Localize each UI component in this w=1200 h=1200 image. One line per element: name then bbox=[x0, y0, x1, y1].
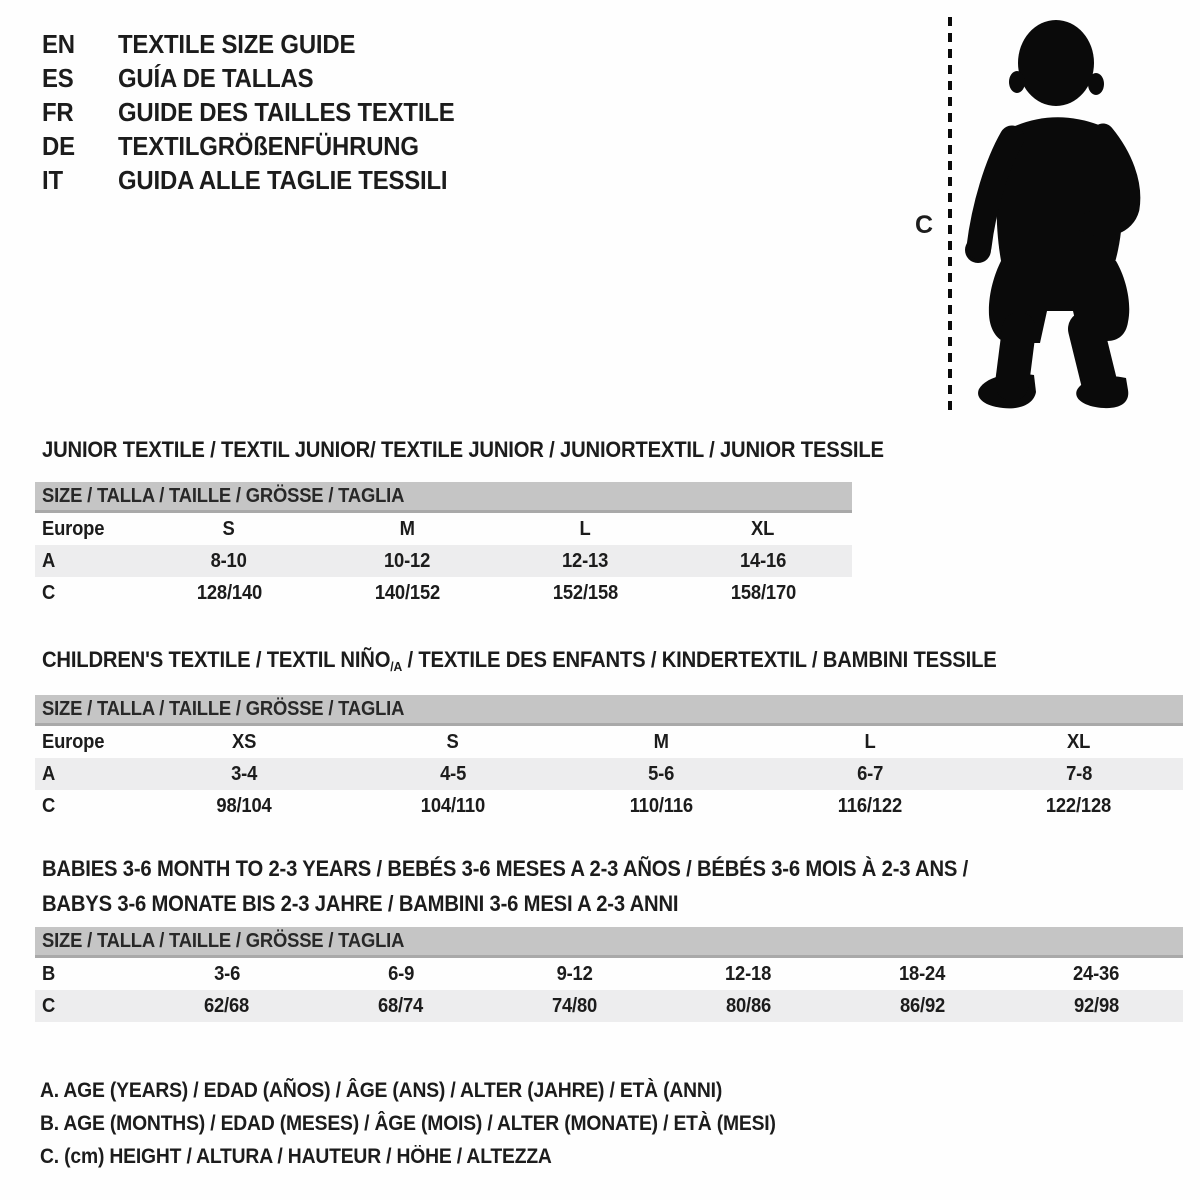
size-cell bbox=[674, 582, 852, 605]
language-row bbox=[42, 163, 484, 197]
legend-line-b: B. AGE (MONTHS) / EDAD (MESES) / ÂGE (MOIS) / ALTER (MONATE) / ETÀ (MESI) bbox=[40, 1111, 776, 1135]
size-table bbox=[35, 927, 1183, 1022]
title-text: BABYS 3-6 MONATE BIS 2-3 JAHRE / BAMBINI 3-6 MESI A 2-3 ANNI bbox=[42, 891, 679, 916]
size-cell-text: 24-36 bbox=[1072, 962, 1120, 985]
measure-legend bbox=[40, 1074, 840, 1173]
title-text: /A bbox=[390, 658, 403, 674]
size-cell bbox=[140, 550, 318, 573]
size-cell bbox=[1009, 963, 1183, 986]
size-table bbox=[35, 695, 1183, 822]
size-cell bbox=[314, 963, 488, 986]
size-cell-text: 7-8 bbox=[1065, 762, 1092, 785]
size-cell bbox=[557, 795, 766, 818]
row-label-text: A bbox=[42, 549, 56, 572]
legend-line-c: C. (cm) HEIGHT / ALTURA / HAUTEUR / HÖHE / ALTEZZA bbox=[40, 1144, 552, 1168]
row-label-text: C bbox=[42, 994, 56, 1017]
section-title-line bbox=[42, 432, 884, 467]
size-cell bbox=[661, 963, 835, 986]
size-cell-text: 8-10 bbox=[210, 549, 248, 572]
title-text: CHILDREN'S TEXTILE / TEXTIL NIÑO bbox=[42, 647, 391, 672]
size-cell bbox=[140, 763, 349, 786]
row-label bbox=[35, 995, 140, 1018]
size-cell bbox=[766, 795, 975, 818]
guide-title: GUIDA ALLE TAGLIE TESSILI bbox=[118, 164, 448, 195]
size-cell bbox=[349, 763, 558, 786]
size-cell-text: 4-5 bbox=[439, 762, 466, 785]
size-cell-text: 98/104 bbox=[216, 794, 272, 817]
row-label bbox=[35, 518, 140, 541]
table-row bbox=[35, 790, 1183, 822]
row-label bbox=[35, 963, 140, 986]
size-cell-text: 12-18 bbox=[725, 962, 772, 985]
size-header-text: SIZE / TALLA / TAILLE / GRÖSSE / TAGLIA bbox=[42, 929, 405, 952]
size-cell bbox=[318, 518, 496, 541]
table-row bbox=[35, 758, 1183, 790]
size-cell-text: 5-6 bbox=[648, 762, 675, 785]
size-cell bbox=[974, 731, 1183, 754]
size-cell bbox=[318, 582, 496, 605]
language-code: IT bbox=[42, 164, 63, 195]
size-cell bbox=[140, 795, 349, 818]
size-cell-text: XS bbox=[232, 730, 257, 753]
table-row bbox=[35, 513, 852, 545]
size-cell bbox=[1009, 995, 1183, 1018]
row-label bbox=[35, 763, 140, 786]
size-cell-text: 68/74 bbox=[378, 994, 424, 1017]
table-row bbox=[35, 726, 1183, 758]
row-label-text: Europe bbox=[42, 730, 105, 753]
language-code: ES bbox=[42, 62, 74, 93]
size-header-band bbox=[35, 695, 1183, 726]
size-cell bbox=[140, 995, 314, 1018]
section-title-line bbox=[42, 642, 1092, 680]
size-cell-text: XL bbox=[751, 517, 775, 540]
size-cell bbox=[974, 795, 1183, 818]
row-label bbox=[35, 795, 140, 818]
size-cell bbox=[661, 995, 835, 1018]
row-label-text: Europe bbox=[42, 517, 105, 540]
size-cell-text: S bbox=[446, 730, 459, 753]
title-text: JUNIOR TEXTILE / TEXTIL JUNIOR/ TEXTILE JUNIOR / JUNIORTEXTIL / JUNIOR TESSILE bbox=[42, 437, 884, 462]
size-cell-text: 6-9 bbox=[387, 962, 414, 985]
row-label-text: B bbox=[42, 962, 56, 985]
size-cell bbox=[766, 731, 975, 754]
table-row bbox=[35, 577, 852, 609]
section-title bbox=[42, 642, 1183, 680]
size-cell-text: 14-16 bbox=[739, 549, 787, 572]
size-cell bbox=[496, 550, 674, 573]
size-cell-text: 9-12 bbox=[556, 962, 593, 985]
size-cell bbox=[314, 995, 488, 1018]
language-code: EN bbox=[42, 28, 75, 59]
section-title bbox=[42, 851, 1183, 921]
size-cell-text: L bbox=[579, 517, 591, 540]
size-cell bbox=[557, 731, 766, 754]
size-cell-text: 80/86 bbox=[725, 994, 771, 1017]
size-cell bbox=[140, 963, 314, 986]
title-text: / TEXTILE DES ENFANTS / KINDERTEXTIL / BAMBINI TESSILE bbox=[402, 647, 997, 672]
size-cell bbox=[488, 963, 662, 986]
language-title-list bbox=[42, 27, 484, 197]
size-cell-text: 128/140 bbox=[196, 581, 262, 604]
language-row bbox=[42, 129, 484, 163]
table-row bbox=[35, 545, 852, 577]
size-cell-text: 10-12 bbox=[383, 549, 431, 572]
size-cell-text: 122/128 bbox=[1046, 794, 1112, 817]
size-cell bbox=[496, 582, 674, 605]
size-cell bbox=[349, 795, 558, 818]
size-cell-text: 3-6 bbox=[213, 962, 240, 985]
section-title-line bbox=[42, 851, 1092, 886]
size-cell bbox=[974, 763, 1183, 786]
size-header-text: SIZE / TALLA / TAILLE / GRÖSSE / TAGLIA bbox=[42, 697, 405, 720]
size-cell-text: 104/110 bbox=[420, 794, 485, 817]
size-cell bbox=[766, 763, 975, 786]
size-cell-text: M bbox=[399, 517, 415, 540]
size-cell-text: 6-7 bbox=[857, 762, 884, 785]
table-row bbox=[35, 990, 1183, 1022]
size-cell-text: 152/158 bbox=[552, 581, 618, 604]
size-cell bbox=[140, 518, 318, 541]
size-cell-text: 158/170 bbox=[730, 581, 796, 604]
size-cell-text: 12-13 bbox=[561, 549, 609, 572]
section-title bbox=[42, 432, 884, 467]
legend-line-a: A. AGE (YEARS) / EDAD (AÑOS) / ÂGE (ANS) / ALTER (JAHRE) / ETÀ (ANNI) bbox=[40, 1078, 723, 1102]
size-cell-text: M bbox=[653, 730, 670, 753]
language-row bbox=[42, 95, 484, 129]
language-code: DE bbox=[42, 130, 75, 161]
row-label-text: C bbox=[42, 581, 56, 604]
size-cell bbox=[318, 550, 496, 573]
section-junior-textile bbox=[35, 432, 884, 609]
section-childrens-textile bbox=[35, 642, 1183, 822]
toddler-silhouette-icon bbox=[955, 14, 1145, 419]
size-cell bbox=[835, 995, 1009, 1018]
height-measure-label: C bbox=[915, 211, 934, 239]
section-babies-textile bbox=[35, 851, 1183, 1022]
size-cell bbox=[140, 731, 349, 754]
language-row bbox=[42, 27, 484, 61]
section-title-line bbox=[42, 886, 1092, 921]
row-label bbox=[35, 582, 140, 605]
row-label-text: C bbox=[42, 794, 56, 817]
title-text: BABIES 3-6 MONTH TO 2-3 YEARS / BEBÉS 3-6 MESES A 2-3 AÑOS / BÉBÉS 3-6 MOIS À 2-3 ANS / bbox=[42, 856, 969, 881]
row-label-text: A bbox=[42, 762, 56, 785]
language-code: FR bbox=[42, 96, 74, 127]
size-cell-text: 3-4 bbox=[231, 762, 258, 785]
size-table bbox=[35, 482, 852, 609]
size-cell-text: XL bbox=[1067, 730, 1091, 753]
size-cell-text: 18-24 bbox=[899, 962, 946, 985]
size-cell-text: 116/122 bbox=[837, 794, 903, 817]
guide-title: TEXTILE SIZE GUIDE bbox=[118, 28, 356, 59]
size-header-text: SIZE / TALLA / TAILLE / GRÖSSE / TAGLIA bbox=[42, 484, 405, 507]
height-measure-line bbox=[946, 17, 954, 417]
size-cell-text: 62/68 bbox=[204, 994, 250, 1017]
size-cell-text: 74/80 bbox=[551, 994, 598, 1017]
row-label bbox=[35, 550, 140, 573]
size-cell-text: L bbox=[864, 730, 876, 753]
row-label bbox=[35, 731, 140, 754]
size-cell-text: 110/116 bbox=[629, 794, 694, 817]
table-row bbox=[35, 958, 1183, 990]
size-cell bbox=[557, 763, 766, 786]
size-cell-text: S bbox=[222, 517, 236, 540]
size-cell bbox=[496, 518, 674, 541]
size-cell bbox=[674, 550, 852, 573]
size-cell-text: 140/152 bbox=[374, 581, 440, 604]
size-cell-text: 92/98 bbox=[1073, 994, 1119, 1017]
size-cell bbox=[488, 995, 662, 1018]
guide-title: TEXTILGRÖßENFÜHRUNG bbox=[118, 130, 419, 161]
size-cell bbox=[674, 518, 852, 541]
size-cell bbox=[835, 963, 1009, 986]
size-cell bbox=[140, 582, 318, 605]
size-cell bbox=[349, 731, 558, 754]
size-cell-text: 86/92 bbox=[899, 994, 945, 1017]
guide-title: GUIDE DES TAILLES TEXTILE bbox=[118, 96, 455, 127]
size-header-band bbox=[35, 482, 852, 513]
language-row bbox=[42, 61, 484, 95]
guide-title: GUÍA DE TALLAS bbox=[118, 62, 314, 93]
size-header-band bbox=[35, 927, 1183, 958]
